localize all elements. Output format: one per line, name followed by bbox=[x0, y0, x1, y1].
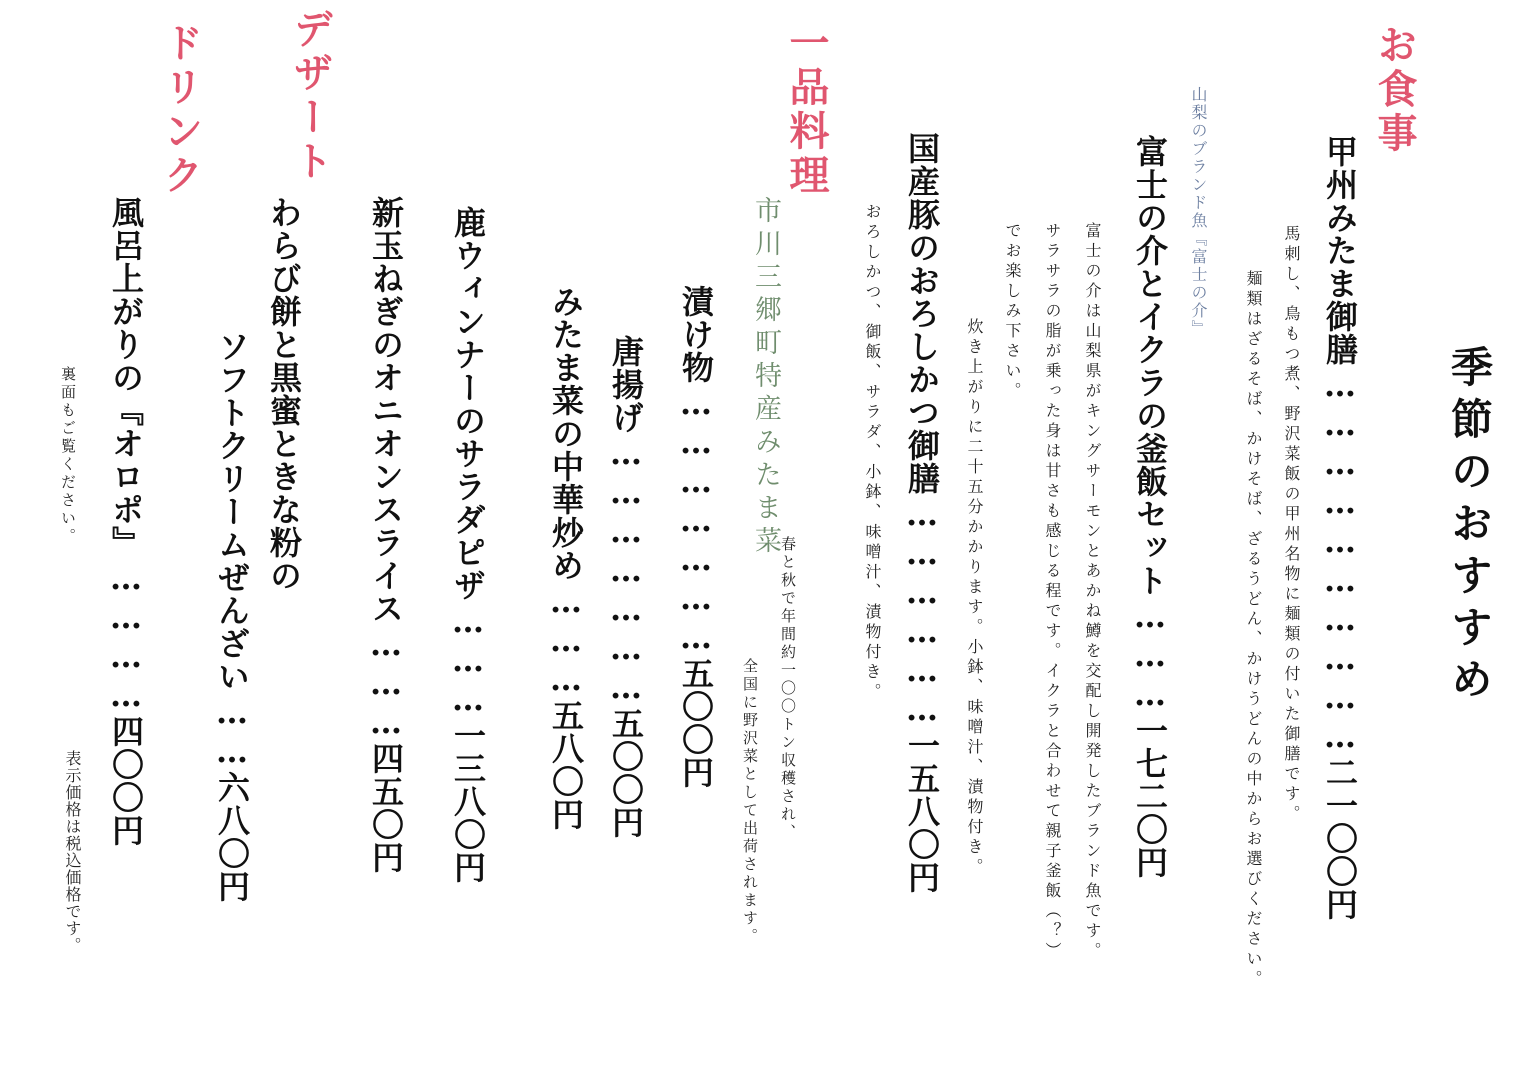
menu-item-karaage: 唐揚げ…………………五〇〇円 bbox=[607, 335, 645, 839]
menu-item-fujinosuke-desc: 富士の介は山梨県がキングサーモンとあかね鱒を交配し開発したブランド魚です。 bbox=[1083, 222, 1102, 962]
tax-included-note: 表示価格は税込価格です。 bbox=[63, 750, 82, 954]
menu-item-koshu-noodle-choice: 麺類はざるそば、かけそば、ざるうどん、かけうどんの中からお選びください。 bbox=[1244, 270, 1263, 990]
page-title: 季節のおすすめ bbox=[1445, 345, 1494, 709]
menu-item-fujinosuke-desc: サラサラの脂が乗った身は甘さも感じる程です。イクラと合わせて親子釜飯（？） bbox=[1043, 222, 1062, 962]
menu-item-oropo: 風呂上がりの『オロポ』…………四〇〇円 bbox=[107, 196, 145, 847]
menu-item-fujinosuke-cooking-note: 炊き上がりに二十五分かかります。小鉢、味噌汁、漬物付き。 bbox=[965, 318, 984, 878]
section-meal-heading: お食事 bbox=[1371, 24, 1418, 156]
menu-item-soft-cream-zenzai: ソフトクリームぜんざい……六八〇円 bbox=[213, 330, 251, 903]
mitamana-heading: 市川三郷町特産みたま菜 bbox=[750, 196, 781, 559]
section-ippin-heading: 一品料理 bbox=[783, 22, 830, 198]
menu-item-koshu-desc: 馬刺し、鳥もつ煮、野沢菜飯の甲州名物に麺類の付いた御膳です。 bbox=[1282, 225, 1301, 825]
menu-item-warabimochi: わらび餅と黒蜜ときな粉の bbox=[265, 196, 303, 592]
menu-item-onion-slice: 新玉ねぎのオニオンスライス………四五〇円 bbox=[367, 196, 405, 874]
mitamana-note: 春と秋で年間約一〇〇トン収穫され、 bbox=[779, 536, 797, 842]
menu-item-tsukemono: 漬け物…………………五〇〇円 bbox=[677, 285, 715, 789]
section-dessert-heading: デザート bbox=[287, 8, 334, 184]
menu-item-koshu-mitama-gozen: 甲州みたま御膳…………………………二一〇〇円 bbox=[1321, 135, 1359, 921]
menu-item-fujinosuke-kamameshi: 富士の介とイクラの釜飯セット………一七二〇円 bbox=[1131, 135, 1169, 879]
menu-item-mitamana-stirfry: みたま菜の中華炒め………五八〇円 bbox=[547, 285, 585, 831]
back-side-note: 裏面もご覧ください。 bbox=[59, 366, 77, 546]
menu-item-venison-pizza: 鹿ウィンナーのサラダピザ………一三八〇円 bbox=[449, 206, 487, 884]
section-drink-heading: ドリンク bbox=[157, 22, 204, 198]
menu-item-oroshi-katsu-gozen: 国産豚のおろしかつ御膳………………一五八〇円 bbox=[903, 132, 941, 894]
menu-item-fujinosuke-desc: でお楽しみ下さい。 bbox=[1003, 222, 1022, 402]
brand-fish-label: 山梨のブランド魚『富士の介』 bbox=[1189, 86, 1208, 338]
mitamana-note: 全国に野沢菜として出荷されます。 bbox=[741, 658, 759, 946]
menu-item-oroshi-katsu-desc: おろしかつ、御飯、サラダ、小鉢、味噌汁、漬物付き。 bbox=[863, 203, 882, 703]
